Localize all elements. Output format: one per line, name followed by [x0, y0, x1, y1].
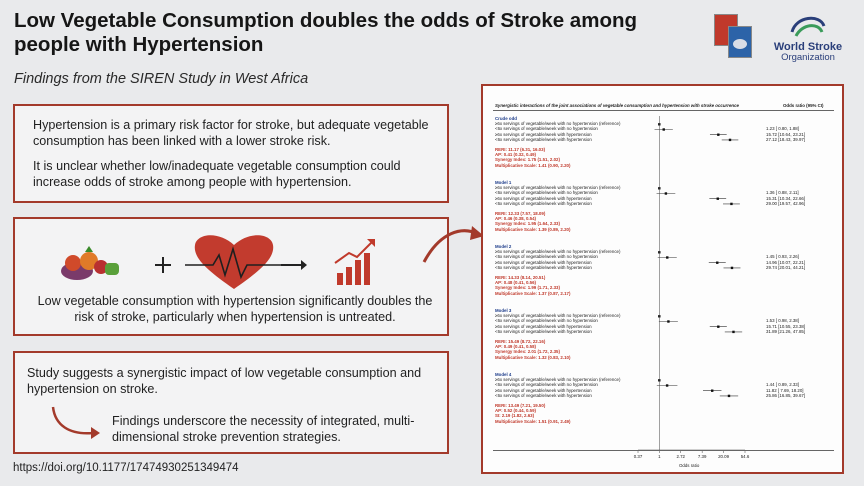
- interaction-stat: AP: 0.48 (0.41, 0.56): [495, 280, 537, 286]
- model-name: Model 4: [495, 372, 512, 377]
- odds-ratio-point: [728, 395, 730, 397]
- ci-value: 15.31 [10.34, 22.66]: [766, 195, 806, 201]
- curved-arrow-icon: [47, 403, 107, 443]
- odds-ratio-point: [667, 320, 669, 322]
- vegetables-icon: [61, 246, 119, 280]
- equation-graphic: [15, 227, 451, 297]
- odds-ratio-point: [717, 198, 719, 200]
- interaction-stat: AP: 0.46 (0.38, 0.54): [495, 216, 537, 222]
- model-name: Model 3: [495, 308, 512, 313]
- ci-value: 11.82 [ 7.69, 18.20]: [766, 387, 804, 393]
- interaction-stat: AP: 0.49 (0.41, 0.58): [495, 344, 537, 350]
- logos: [714, 12, 854, 70]
- row-label: <6x servings of vegetable/week with hypertension: [495, 136, 592, 142]
- interaction-stat: Multiplicative Scale: 1.51 (0.91, 2.49): [495, 418, 571, 424]
- x-tick-label: 2.72: [676, 454, 686, 459]
- page-subtitle: Findings from the SIREN Study in West Africa: [14, 71, 309, 87]
- model-name: Model 2: [495, 244, 512, 249]
- key-finding-box: [13, 217, 449, 336]
- row-label: ≥6x servings of vegetable/week with hypertension: [495, 195, 592, 201]
- x-tick-label: 54.6: [740, 454, 750, 459]
- odds-ratio-point: [730, 203, 732, 205]
- odds-ratio-point: [663, 128, 665, 130]
- ci-value: 29.00 [19.57, 42.96]: [766, 200, 806, 206]
- key-finding-text: Low vegetable consumption with hypertension significantly doubles the risk of stroke, particularly when hypertension is untreated.: [37, 294, 433, 324]
- odds-ratio-header: Odds ratio (95% CI): [783, 103, 824, 108]
- interaction-stat: RERI: 15.49 (8.72, 22.16): [495, 339, 546, 345]
- background-text-2: It is unclear whether low/inadequate vegetable consumption could increase odds of stroke among people with hypertension.: [33, 159, 401, 189]
- row-label: ≥6x servings of vegetable/week with no hypertension (reference): [495, 121, 621, 127]
- page-title: Low Vegetable Consumption doubles the odds of Stroke among people with Hypertension: [14, 9, 638, 56]
- interaction-stat: RERI: 14.33 (8.14, 20.51): [495, 275, 546, 281]
- odds-ratio-point: [665, 192, 667, 194]
- row-label: <6x servings of vegetable/week with hypertension: [495, 200, 592, 206]
- doi-link[interactable]: https://doi.org/10.1177/17474930251349474: [13, 462, 239, 474]
- model-name: Crude odd: [495, 116, 517, 121]
- interaction-stat: Multiplicative Scale: 1.39 (0.89, 2.20): [495, 226, 571, 232]
- odds-ratio-point: [731, 267, 733, 269]
- conclusion-text-2: Findings underscore the necessity of integrated, multi-dimensional stroke prevention strategies.: [112, 414, 415, 444]
- row-label: <6x servings of vegetable/week with hypertension: [495, 264, 592, 270]
- interaction-stat: Multiplicative Scale: 1.32 (0.83, 2.10): [495, 354, 571, 360]
- odds-ratio-point: [666, 256, 668, 258]
- rising-chart-icon: [335, 239, 375, 285]
- logo-text-line2: Organization: [781, 52, 835, 63]
- row-label: ≥6x servings of vegetable/week with no hypertension (reference): [495, 249, 621, 255]
- interaction-stat: Synergy Index: 1.95 (1.64, 2.33): [495, 221, 560, 227]
- odds-ratio-point: [717, 134, 719, 136]
- interaction-stat: AP: 0.41 (0.32, 0.49): [495, 152, 537, 158]
- row-label: <6x servings of vegetable/week with no hypertension: [495, 126, 598, 132]
- row-label: ≥6x servings of vegetable/week with hypertension: [495, 323, 592, 329]
- ci-value: 1.45 [ 0.93, 2.26]: [766, 254, 799, 260]
- conclusion-text-1: Study suggests a synergistic impact of low vegetable consumption and hypertension on stroke.: [27, 366, 422, 396]
- forest-plot-figure: [481, 84, 844, 474]
- journal-cover-icon-2: [728, 26, 752, 58]
- row-label: <6x servings of vegetable/week with hypertension: [495, 392, 592, 398]
- row-label: ≥6x servings of vegetable/week with no hypertension (reference): [495, 185, 621, 191]
- figure-title: Synergistic interactions of the joint associations of vegetable consumption and hypertension with stroke occurrence: [495, 103, 739, 108]
- x-tick-label: 1: [658, 454, 661, 459]
- interaction-stat: Synergy Index: 1.75 (1.51, 2.02): [495, 157, 560, 163]
- row-label: ≥6x servings of vegetable/week with hypertension: [495, 131, 592, 137]
- interaction-stat: RERI: 13.49 (7.21, 19.50): [495, 403, 546, 409]
- background-box: [13, 104, 449, 203]
- ci-value: 15.71 [10.55, 23.38]: [766, 323, 806, 329]
- row-label: <6x servings of vegetable/week with no hypertension: [495, 190, 598, 196]
- model-name: Model 1: [495, 180, 512, 185]
- ci-value: 1.44 [ 0.89, 2.33]: [766, 382, 799, 388]
- odds-ratio-point: [732, 331, 734, 333]
- ci-value: 25.86 [16.85, 39.67]: [766, 392, 806, 398]
- row-label: ≥6x servings of vegetable/week with no hypertension (reference): [495, 313, 621, 319]
- logo-text-line1: World Stroke: [773, 41, 843, 53]
- odds-ratio-point: [666, 384, 668, 386]
- row-label: ≥6x servings of vegetable/week with hypertension: [495, 259, 592, 265]
- ci-value: 1.23 [ 0.80, 1.88]: [766, 126, 799, 132]
- odds-ratio-point: [711, 390, 713, 392]
- interaction-stat: RERI: 11.17 (6.31, 16.03): [495, 147, 546, 153]
- right-arrow-icon: [281, 260, 307, 270]
- row-label: <6x servings of vegetable/week with hypertension: [495, 328, 592, 334]
- heart-pulse-icon: [185, 235, 283, 289]
- ci-value: 31.89 [21.26, 47.85]: [766, 328, 806, 334]
- odds-ratio-point: [729, 139, 731, 141]
- interaction-stat: Synergy Index: 2.01 (1.72, 2.35): [495, 349, 560, 355]
- odds-ratio-point: [716, 262, 718, 264]
- brain-icon: [729, 27, 751, 57]
- interaction-stat: AP: 0.52 (0.44, 0.59): [495, 408, 537, 414]
- x-tick-label: 0.37: [633, 454, 643, 459]
- interaction-stat: Synergy Index: 1.99 (1.71, 2.33): [495, 285, 560, 291]
- ci-value: 29.74 [20.01, 44.21]: [766, 264, 806, 270]
- forest-plot: [483, 86, 846, 476]
- row-label: <6x servings of vegetable/week with no hypertension: [495, 254, 598, 260]
- ci-value: 15.72 [10.64, 23.21]: [766, 131, 806, 137]
- x-tick-label: 20.09: [718, 454, 730, 459]
- plus-icon: [155, 257, 171, 273]
- row-label: ≥6x servings of vegetable/week with no hypertension (reference): [495, 377, 621, 383]
- footer-rule: [493, 450, 834, 451]
- x-axis-label: Odds ratio: [679, 463, 700, 468]
- world-stroke-organization-logo: [762, 12, 854, 70]
- interaction-stat: Multiplicative Scale: 1.37 (0.87, 2.17): [495, 290, 571, 296]
- background-text-1: Hypertension is a primary risk factor for stroke, but adequate vegetable consumption has been linked with a lower stroke risk.: [33, 118, 429, 148]
- globe-swoosh-icon: [788, 14, 828, 40]
- row-label: <6x servings of vegetable/week with no hypertension: [495, 318, 598, 324]
- interaction-stat: RERI: 12.33 (7.57, 18.09): [495, 211, 546, 217]
- conclusion-box: [13, 351, 449, 454]
- row-label: <6x servings of vegetable/week with no hypertension: [495, 382, 598, 388]
- ci-value: 1.53 [ 0.98, 2.38]: [766, 318, 799, 324]
- interaction-stat: Multiplicative Scale: 1.41 (0.90, 2.20): [495, 162, 571, 168]
- odds-ratio-point: [717, 326, 719, 328]
- ci-value: 1.36 [ 0.88, 2.11]: [766, 190, 799, 196]
- x-tick-label: 7.39: [697, 454, 707, 459]
- row-label: ≥6x servings of vegetable/week with hypertension: [495, 387, 592, 393]
- ci-value: 27.12 [18.43, 39.97]: [766, 136, 806, 142]
- ci-value: 14.96 [10.07, 22.21]: [766, 259, 806, 265]
- interaction-stat: SI: 2.19 (1.82, 2.63): [495, 413, 535, 419]
